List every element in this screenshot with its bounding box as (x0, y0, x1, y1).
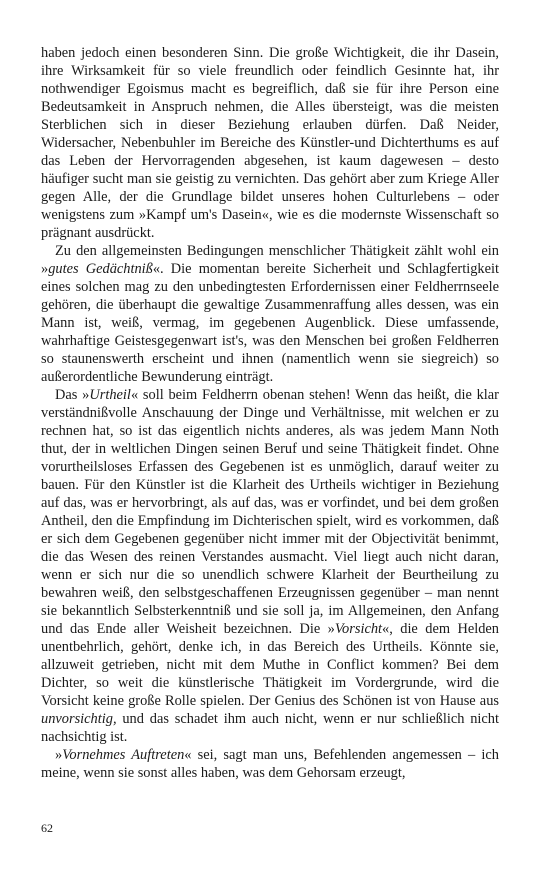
paragraph-1 (41, 44, 499, 242)
paragraph-3-text-d: und das schadet ihm auch nicht, wenn er nur schließlich nicht nachsichtig ist. (41, 711, 499, 745)
paragraph-3-text-c: «, die dem Helden unentbehrlich, gehört, denke ich, in das Bereich des Urtheils. Könnte sie, allzuweit getrieben, nicht mit dem Muthe in Conflict kommen? Bei dem Dichter, so weit die künstlerische Thätigkeit im Vordergrunde, wird die Vorsicht keine große Rolle spielen. Der Genius des Schönen ist von Hause aus (41, 621, 499, 709)
page-number: 62 (41, 821, 53, 835)
paragraph-1-text: haben jedoch einen besonderen Sinn. Die große Wichtigkeit, die ihr Dasein, ihre Wirksamkeit für so viele freundlich oder feindlich Gesinnte hat, ihr nothwendiger Egoismus macht es begreiflich, daß sie für ihre Person eine Bedeutsamkeit in Anspruch nehmen, die Alles übersteigt, was die meisten Sterblichen sich in dieser Beziehung erlauben dürfen. Daß Neider, Widersacher, Nebenbuhler im Bereiche des Künstler-und Dichterthums es auf das Leben der Hervorragenden abgesehen, ist kaum dagewesen – desto häufiger sucht man sie geistig zu vernichten. Das gehört aber zum Kriege Aller gegen Alle, der die Grundlage bildet unseres hohen Culturlebens – oder wenigstens zum »Kampf um's Dasein«, wie es die modernste Wissenschaft so prägnant ausdrückt. (41, 45, 499, 241)
paragraph-2 (41, 242, 499, 386)
paragraph-4-text-b: « sei, sagt man uns, Befehlenden angemessen – ich meine, wenn sie sonst alles haben, was dem Gehorsam erzeugt, (41, 747, 499, 781)
paragraph-3-text-a: Das » (55, 387, 90, 403)
paragraph-3-emphasis-unvorsichtig: unvorsichtig, (41, 711, 117, 727)
paragraph-4-text-a: » (55, 747, 63, 763)
paragraph-3-text-b: « soll beim Feldherrn obenan stehen! Wenn das heißt, die klar verständnißvolle Anschauung der Dinge und Verhältnisse, mit welchen er zu rechnen hat, so ist das eigentlich nichts anderes, als was jedem Mann Noth thut, der in weltlichen Dingen seinen Beruf und seine Thätigkeit findet. Ohne vorurtheilsloses Erfassen des Gegebenen ist es unmöglich, darauf weiter zu bauen. Für den Künstler ist die Klarheit des Urtheils wichtiger in Beziehung auf das, was er hervorbringt, als auf das, was er vorfindet, und bei dem großen Antheil, den die Empfindung im Dichterischen spielt, wird es vorkommen, daß er sich dem Gegebenen gegenüber nicht immer mit der Objectivität benimmt, die das Wesen des reinen Verstandes ausmacht. Viel liegt auch nicht daran, wenn er sich nur die so unendlich schwere Klarheit der Beurtheilung zu bewahren weiß, den selbstgeschaffenen Erzeugnissen gegenüber – man nennt sie bekanntlich Selbsterkenntniß und sie soll ja, im Allgemeinen, den Anfang und das Ende aller Weisheit bezeichnen. Die » (41, 387, 499, 637)
paragraph-2-emphasis: gutes Gedächtniß (48, 261, 153, 277)
book-page-text (41, 44, 499, 782)
paragraph-2-text-b: «. Die momentan bereite Sicherheit und Schlagfertigkeit eines solchen mag zu den unbedingtesten Erfordernissen einer Feldherrnseele gehören, die überhaupt die gewaltige Zusammenraffung alles dessen, was ein Mann ist, weiß, vermag, im gegebenen Augenblick. Diese umfassende, wahrhaftige Geistesgegenwart ist's, was den Menschen bei großen Feldherren so staunenswerth erscheint und ihnen (namentlich wenn sie siegreich) so außerordentliche Bewunderung einträgt. (41, 261, 499, 385)
paragraph-4 (41, 746, 499, 782)
paragraph-3-emphasis-urtheil: Urtheil (89, 387, 131, 403)
paragraph-2-text-a: Zu den allgemeinsten Bedingungen menschlicher Thätigkeit zählt wohl ein » (41, 243, 499, 277)
paragraph-4-emphasis: Vornehmes Auftreten (62, 747, 185, 763)
paragraph-3 (41, 386, 499, 746)
paragraph-3-emphasis-vorsicht: Vorsicht (334, 621, 383, 637)
